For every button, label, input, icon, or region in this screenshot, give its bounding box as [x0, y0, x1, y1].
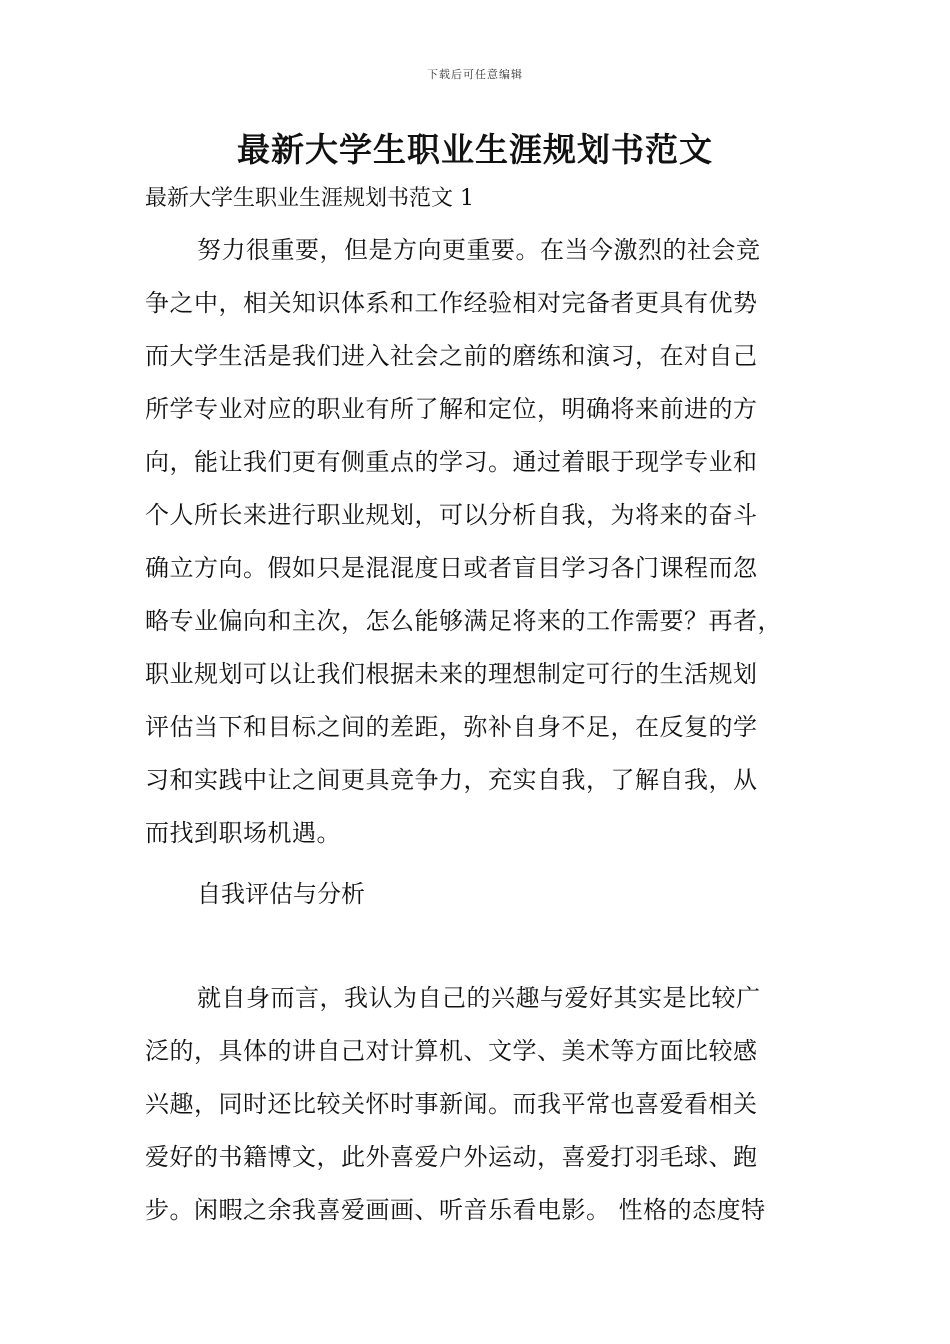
paragraph-line: 所学专业对应的职业有所了解和定位，明确将来前进的方 — [145, 395, 758, 423]
paragraph-line: 而大学生活是我们进入社会之前的磨练和演习，在对自己 — [145, 342, 758, 370]
paragraph-line: 争之中，相关知识体系和工作经验相对完备者更具有优势 — [145, 289, 758, 317]
paragraph-self-assessment — [145, 972, 815, 1237]
document-subtitle: 最新大学生职业生涯规划书范文 1 — [145, 186, 474, 211]
paragraph-line: 泛的，具体的讲自己对计算机、文学、美术等方面比较感 — [145, 1037, 758, 1065]
paragraph-line: 就自身而言，我认为自己的兴趣与爱好其实是比较广 — [197, 984, 761, 1012]
header-note: 下载后可任意编辑 — [427, 68, 523, 81]
paragraph-line: 职业规划可以让我们根据未来的理想制定可行的生活规划 — [145, 660, 758, 688]
paragraph-line: 步。闲暇之余我喜爱画画、听音乐看电影。 性格的态度特 — [145, 1196, 766, 1224]
paragraph-line: 努力很重要，但是方向更重要。在当今激烈的社会竞 — [197, 236, 761, 264]
paragraph-line: 习和实践中让之间更具竞争力，充实自我，了解自我，从 — [145, 766, 758, 794]
paragraph-line: 爱好的书籍博文，此外喜爱户外运动，喜爱打羽毛球、跑 — [145, 1143, 758, 1171]
document-title: 最新大学生职业生涯规划书范文 — [237, 130, 713, 169]
section-heading: 自我评估与分析 — [197, 880, 365, 908]
paragraph-line: 兴趣，同时还比较关怀时事新闻。而我平常也喜爱看相关 — [145, 1090, 758, 1118]
paragraph-line: 而找到职场机遇。 — [145, 819, 341, 847]
paragraph-line: 向，能让我们更有侧重点的学习。通过着眼于现学专业和 — [145, 448, 758, 476]
paragraph-line: 确立方向。假如只是混混度日或者盲目学习各门课程而忽 — [145, 554, 758, 582]
paragraph-intro — [145, 224, 815, 860]
paragraph-line: 个人所长来进行职业规划，可以分析自我，为将来的奋斗 — [145, 501, 758, 529]
paragraph-line: 略专业偏向和主次，怎么能够满足将来的工作需要？再者， — [145, 607, 782, 635]
paragraph-line: 评估当下和目标之间的差距，弥补自身不足，在反复的学 — [145, 713, 758, 741]
